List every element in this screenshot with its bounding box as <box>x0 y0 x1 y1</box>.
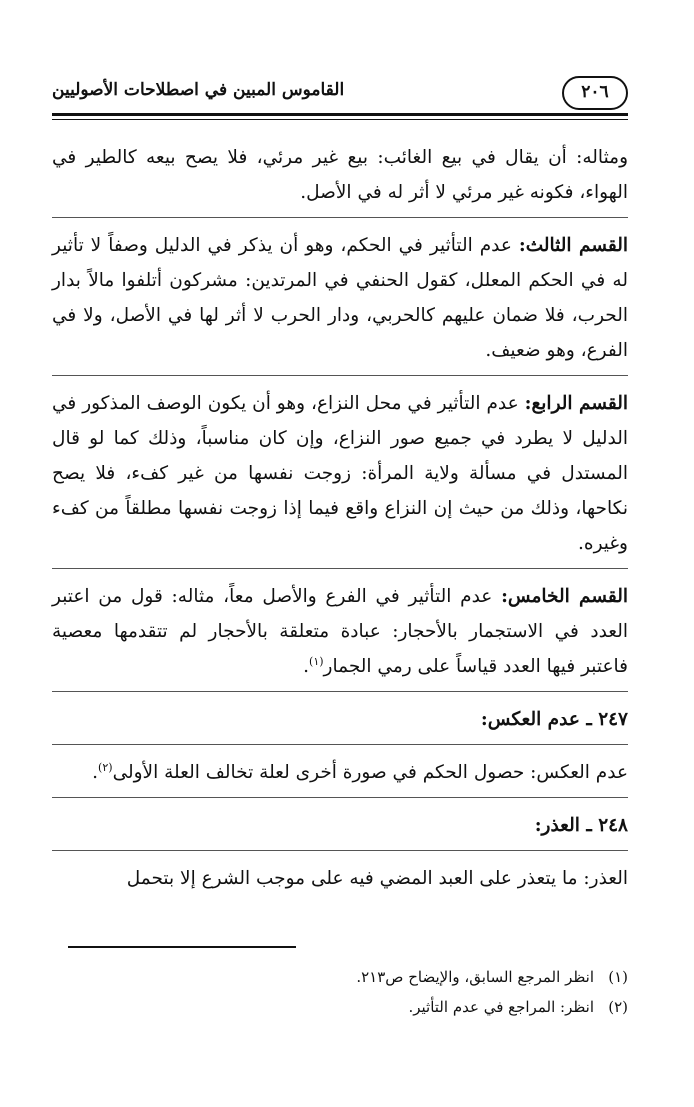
footnotes <box>52 962 628 1022</box>
section-label: القسم الخامس: <box>501 586 628 607</box>
footnote-number: (١) <box>608 968 628 986</box>
paragraph-fourth-section <box>52 386 628 569</box>
footnote-number: (٢) <box>608 998 628 1016</box>
paragraph-fifth-section <box>52 579 628 692</box>
footnote-text: انظر المرجع السابق، والإيضاح ص٢١٣. <box>356 968 594 986</box>
footnote-text: انظر: المراجع في عدم التأثير. <box>408 998 594 1016</box>
entry-heading: ٢٤٧ ـ عدم العكس: <box>52 702 628 745</box>
footnote-ref: (٢) <box>98 760 113 774</box>
footnote <box>52 992 628 1022</box>
footnote <box>52 962 628 992</box>
footnote-rule <box>68 946 296 948</box>
page-body <box>52 140 628 907</box>
page-header <box>52 74 628 114</box>
paragraph-third-section <box>52 228 628 376</box>
paragraph-end: . <box>92 762 99 783</box>
paragraph-definition: العذر: ما يتعذر على العبد المضي فيه على موجب الشرع إلا بتحمل <box>126 868 628 889</box>
paragraph-text: عدم التأثير في الحكم، وهو أن يذكر في الدليل وصفاً لا تأثير له في الحكم المعلل، كقول الحنفي في المرتدين: مشركون أتلفوا مالاً بدار الحرب، فلا ضمان عليهم كالحربي، ودار الحرب لا أثر لها في الأصل، ولا في الفرع، وهو ضعيف. <box>52 235 628 361</box>
header-rule-thin <box>52 119 628 120</box>
paragraph-text: عدم العكس: حصول الحكم في صورة أخرى لعلة تخالف العلة الأولى <box>112 762 628 783</box>
header-rule-thick <box>52 113 628 116</box>
footnote-ref: (١) <box>309 654 324 668</box>
section-label: القسم الثالث: <box>518 235 628 256</box>
paragraph-end: . <box>303 656 310 677</box>
entry-heading: ٢٤٨ ـ العذر: <box>52 808 628 851</box>
paragraph-text: عدم التأثير في الفرع والأصل معاً، مثاله: قول من اعتبر العدد في الاستجمار بالأحجار: عبادة متعلقة بالأحجار لم تتقدمها معصية فاعتبر فيها العدد قياساً على رمي الجمار <box>52 586 628 677</box>
running-title: القاموس المبين في اصطلاحات الأصوليين <box>52 80 345 100</box>
paragraph-definition <box>52 755 628 798</box>
paragraph-example: ومثاله: أن يقال في بيع الغائب: بيع غير مرئي، فلا يصح بيعه كالطير في الهواء، فكونه غير مرئي لا أثر له في الأصل. <box>52 140 628 218</box>
section-label: القسم الرابع: <box>524 393 628 414</box>
paragraph-text: عدم التأثير في محل النزاع، وهو أن يكون الوصف المذكور في الدليل لا يطرد في جميع صور النزاع، وإن كان مناسباً، وذلك كما لو قال المستدل في مسألة ولاية المرأة: زوجت نفسها من غير كفء، فلا يصح نكاحها، وذلك من حيث إن النزاع واقع فيما إذا زوجت نفسها مطلقاً من كفء وغيره. <box>52 393 628 554</box>
page-number: ٢٠٦ <box>562 76 628 110</box>
